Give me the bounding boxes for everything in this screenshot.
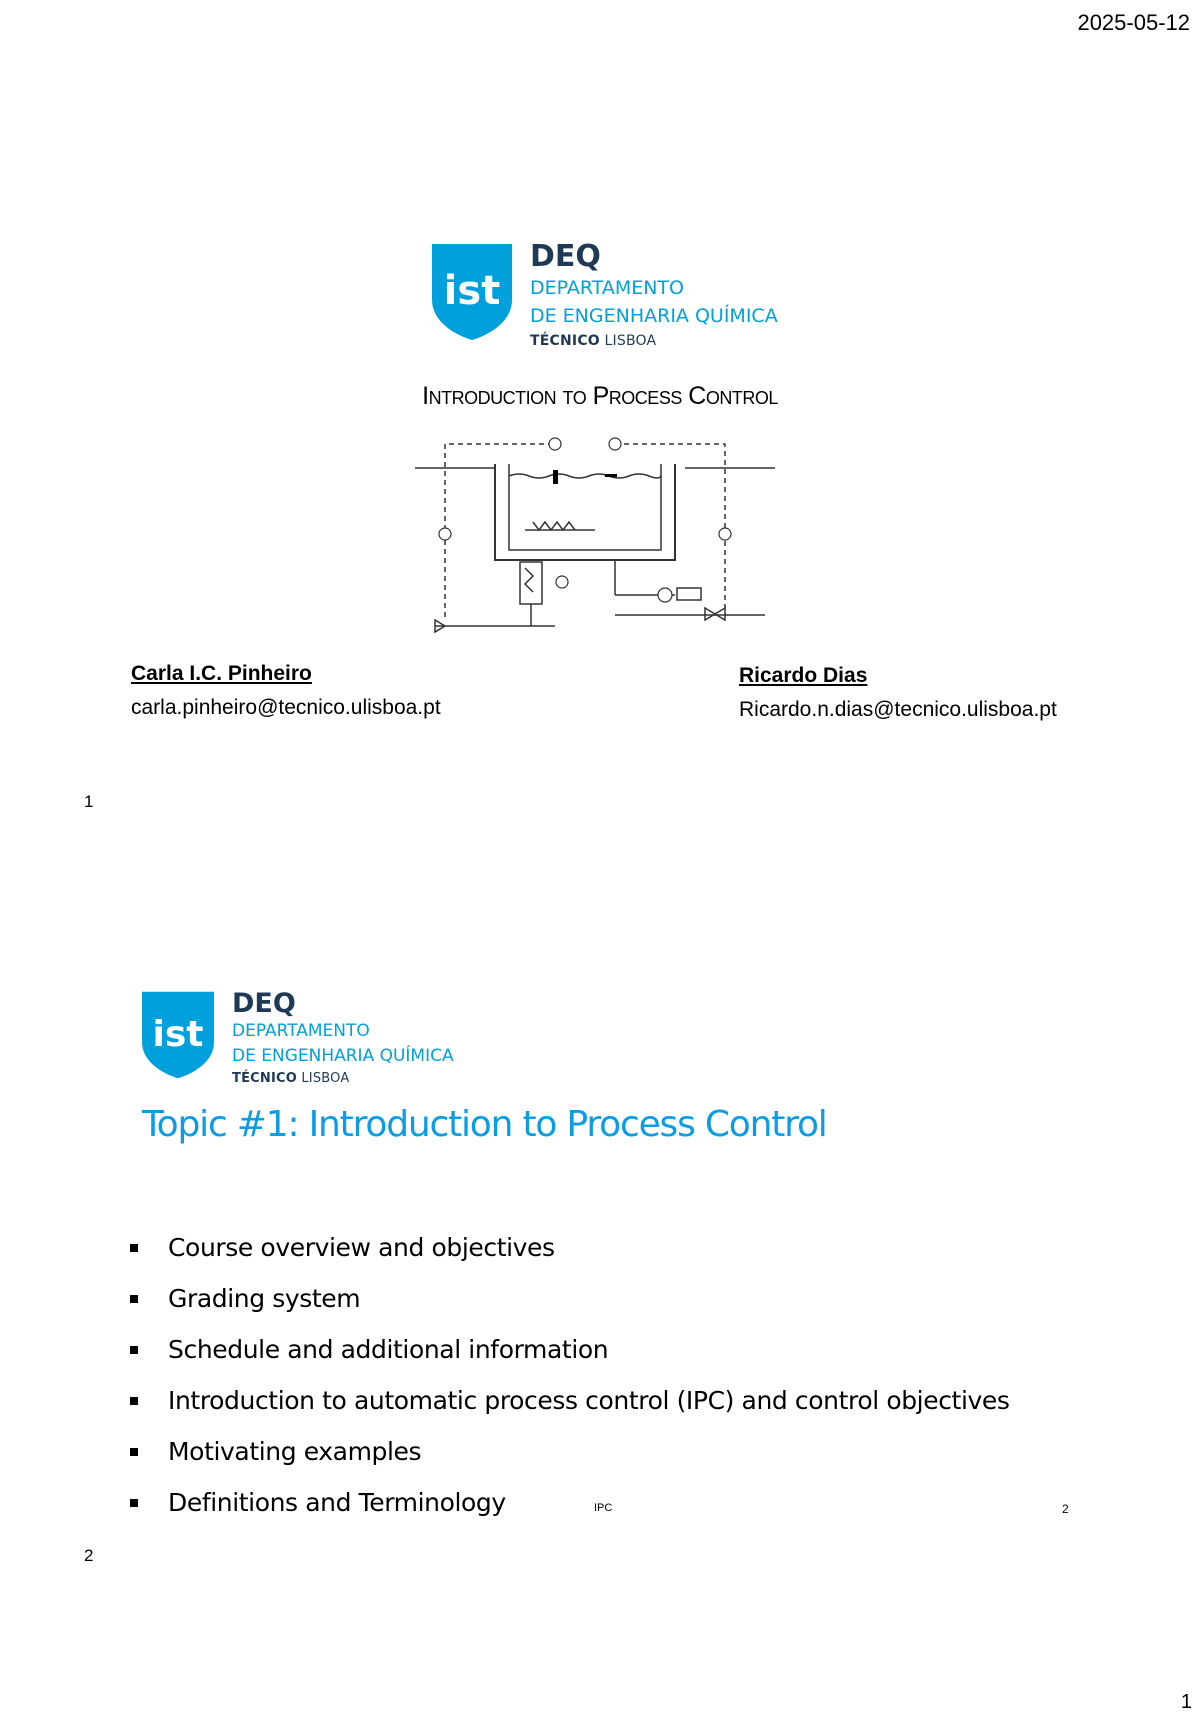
ist-shield-icon: [140, 990, 216, 1080]
author-name: Ricardo Dias: [739, 664, 868, 687]
author-name: Carla I.C. Pinheiro: [131, 662, 312, 685]
print-date: 2025-05-12: [1077, 10, 1190, 35]
slide2-title: Topic #1: Introduction to Process Control: [142, 1104, 827, 1145]
topic-bullet-list: [130, 1222, 1010, 1528]
slide1-title: Introduction to Process Control: [422, 382, 778, 410]
svg-text:ist: ist: [443, 268, 501, 314]
author-email[interactable]: carla.pinheiro@tecnico.ulisboa.pt: [131, 696, 441, 719]
logo-acronym: DEQ: [232, 988, 296, 1019]
ist-shield-icon: [430, 242, 514, 342]
author-email[interactable]: Ricardo.n.dias@tecnico.ulisboa.pt: [739, 698, 1057, 721]
list-item: Definitions and Terminology: [130, 1477, 1010, 1528]
process-tank-schematic-icon: [415, 430, 795, 640]
logo-institution: TÉCNICO LISBOA: [232, 1071, 350, 1087]
logo-dept-line1: DEPARTAMENTO: [232, 1021, 370, 1041]
bullet-square-icon: [130, 1448, 138, 1456]
svg-text:ist: ist: [152, 1013, 204, 1055]
slide-footer-number: 2: [1062, 1502, 1069, 1516]
bullet-square-icon: [130, 1346, 138, 1354]
deq-logo: [430, 239, 778, 349]
author-carla: [131, 662, 441, 720]
bullet-square-icon: [130, 1397, 138, 1405]
slide-footer-course: IPC: [594, 1502, 613, 1514]
list-item: Schedule and additional information: [130, 1324, 1010, 1375]
list-item: Introduction to automatic process control (IPC) and control objectives: [130, 1375, 1010, 1426]
bullet-square-icon: [130, 1499, 138, 1507]
logo-institution: TÉCNICO LISBOA: [530, 332, 657, 349]
logo-acronym: DEQ: [530, 239, 601, 274]
slide-label-1: 1: [84, 792, 94, 811]
logo-dept-line2: DE ENGENHARIA QUÍMICA: [530, 304, 778, 327]
slide-label-2: 2: [84, 1546, 94, 1565]
author-ricardo: [739, 664, 1057, 722]
bullet-square-icon: [130, 1295, 138, 1303]
page-number: 1: [1180, 1691, 1192, 1713]
logo-dept-line1: DEPARTAMENTO: [530, 277, 684, 299]
list-item: Course overview and objectives: [130, 1222, 1010, 1273]
list-item: Grading system: [130, 1273, 1010, 1324]
deq-logo: [140, 990, 454, 1087]
list-item: Motivating examples: [130, 1426, 1010, 1477]
logo-dept-line2: DE ENGENHARIA QUÍMICA: [232, 1045, 454, 1066]
bullet-square-icon: [130, 1244, 138, 1252]
